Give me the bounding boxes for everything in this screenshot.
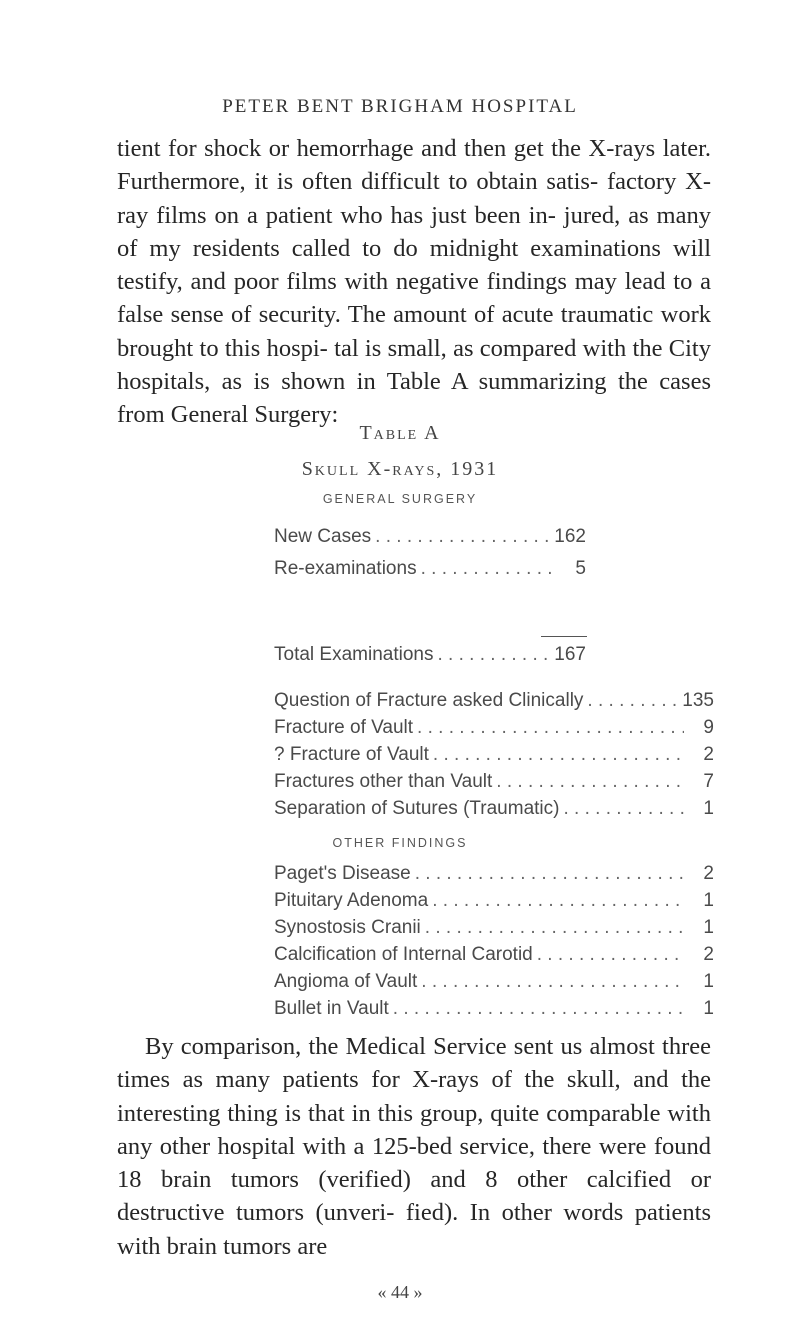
paragraph-intro: tient for shock or hemorrhage and then get the X-rays later. Furthermore, it is often difficult to obtain satis- factory X-ray films on a patient who has just been in- jured, as many of my residents called to do midnight examinations will testify, and poor films with negative findings may lead to a false sense of security. The amount of acute traumatic work brought to this hospi- tal is small, as compared with the City hospitals, as is shown in Table A summarizing the cases from General Surgery:: [117, 135, 711, 429]
table-row: [274, 744, 714, 766]
leader-dots: [415, 863, 684, 885]
row-label: Pituitary Adenoma: [274, 890, 429, 911]
section-general-surgery: GENERAL SURGERY: [322, 492, 478, 506]
row-value: 167: [554, 644, 586, 665]
row-label: Synostosis Cranii: [274, 917, 421, 938]
row-label: Paget's Disease: [274, 863, 411, 884]
leader-dots: [393, 998, 684, 1020]
row-value: 1: [703, 917, 714, 938]
leader-dots: [375, 526, 550, 548]
row-label: Fractures other than Vault: [274, 771, 493, 792]
row-value: 2: [703, 744, 714, 765]
row-label: New Cases: [274, 526, 372, 547]
table-subtitle: Skull X-rays, 1931: [301, 458, 499, 480]
leader-dots: [432, 890, 684, 912]
section-other-findings: OTHER FINDINGS: [332, 836, 468, 850]
leader-dots: [421, 971, 684, 993]
row-value: 7: [703, 771, 714, 792]
row-value: 9: [703, 717, 714, 738]
table-row: [274, 798, 714, 820]
row-value: 2: [703, 863, 714, 884]
running-head: PETER BENT BRIGHAM HOSPITAL: [222, 96, 578, 117]
row-value: 1: [703, 798, 714, 819]
row-label: Angioma of Vault: [274, 971, 418, 992]
leader-dots: [587, 690, 678, 712]
table-row: [274, 944, 714, 966]
row-label: Re-examinations: [274, 558, 417, 579]
leader-dots: [421, 558, 556, 580]
row-label: Calcification of Internal Carotid: [274, 944, 533, 965]
paragraph-comparison: By comparison, the Medical Service sent us almost three times as many patients for X-rays of the skull, and the interesting thing is that in this group, quite comparable with any other hospital with a 125-bed service, there were found 18 brain tumors (verified) and 8 other calcified or destructive tumors (unveri- fied). In other words patients with brain tumors are: [117, 1033, 711, 1260]
row-value: 162: [554, 526, 586, 547]
table-title: Table A: [359, 422, 441, 444]
leader-dots: [437, 644, 550, 666]
row-label: Total Examinations: [274, 644, 434, 665]
row-value: 135: [682, 690, 714, 711]
table-row: [274, 690, 714, 712]
row-label: Bullet in Vault: [274, 998, 389, 1019]
table-row: [274, 717, 714, 739]
row-value: 2: [703, 944, 714, 965]
table-row: [274, 890, 714, 912]
row-label: Fracture of Vault: [274, 717, 414, 738]
row-value: 1: [703, 971, 714, 992]
table-row: [274, 971, 714, 993]
table-row-re-examinations: [274, 558, 586, 580]
table-row-total-examinations: [274, 644, 586, 666]
leader-dots: [496, 771, 684, 793]
table-row-new-cases: [274, 526, 586, 548]
leader-dots: [537, 944, 684, 966]
leader-dots: [433, 744, 684, 766]
table-row: [274, 917, 714, 939]
table-row: [274, 771, 714, 793]
leader-dots: [563, 798, 684, 820]
row-label: Question of Fracture asked Clinically: [274, 690, 584, 711]
leader-dots: [417, 717, 684, 739]
row-value: 5: [575, 558, 586, 579]
row-label: ? Fracture of Vault: [274, 744, 429, 765]
table-row: [274, 863, 714, 885]
leader-dots: [425, 917, 684, 939]
table-row: [274, 998, 714, 1020]
row-value: 1: [703, 890, 714, 911]
page-number: « 44 »: [377, 1282, 423, 1302]
row-label: Separation of Sutures (Traumatic): [274, 798, 560, 819]
total-rule: [541, 636, 587, 637]
row-value: 1: [703, 998, 714, 1019]
